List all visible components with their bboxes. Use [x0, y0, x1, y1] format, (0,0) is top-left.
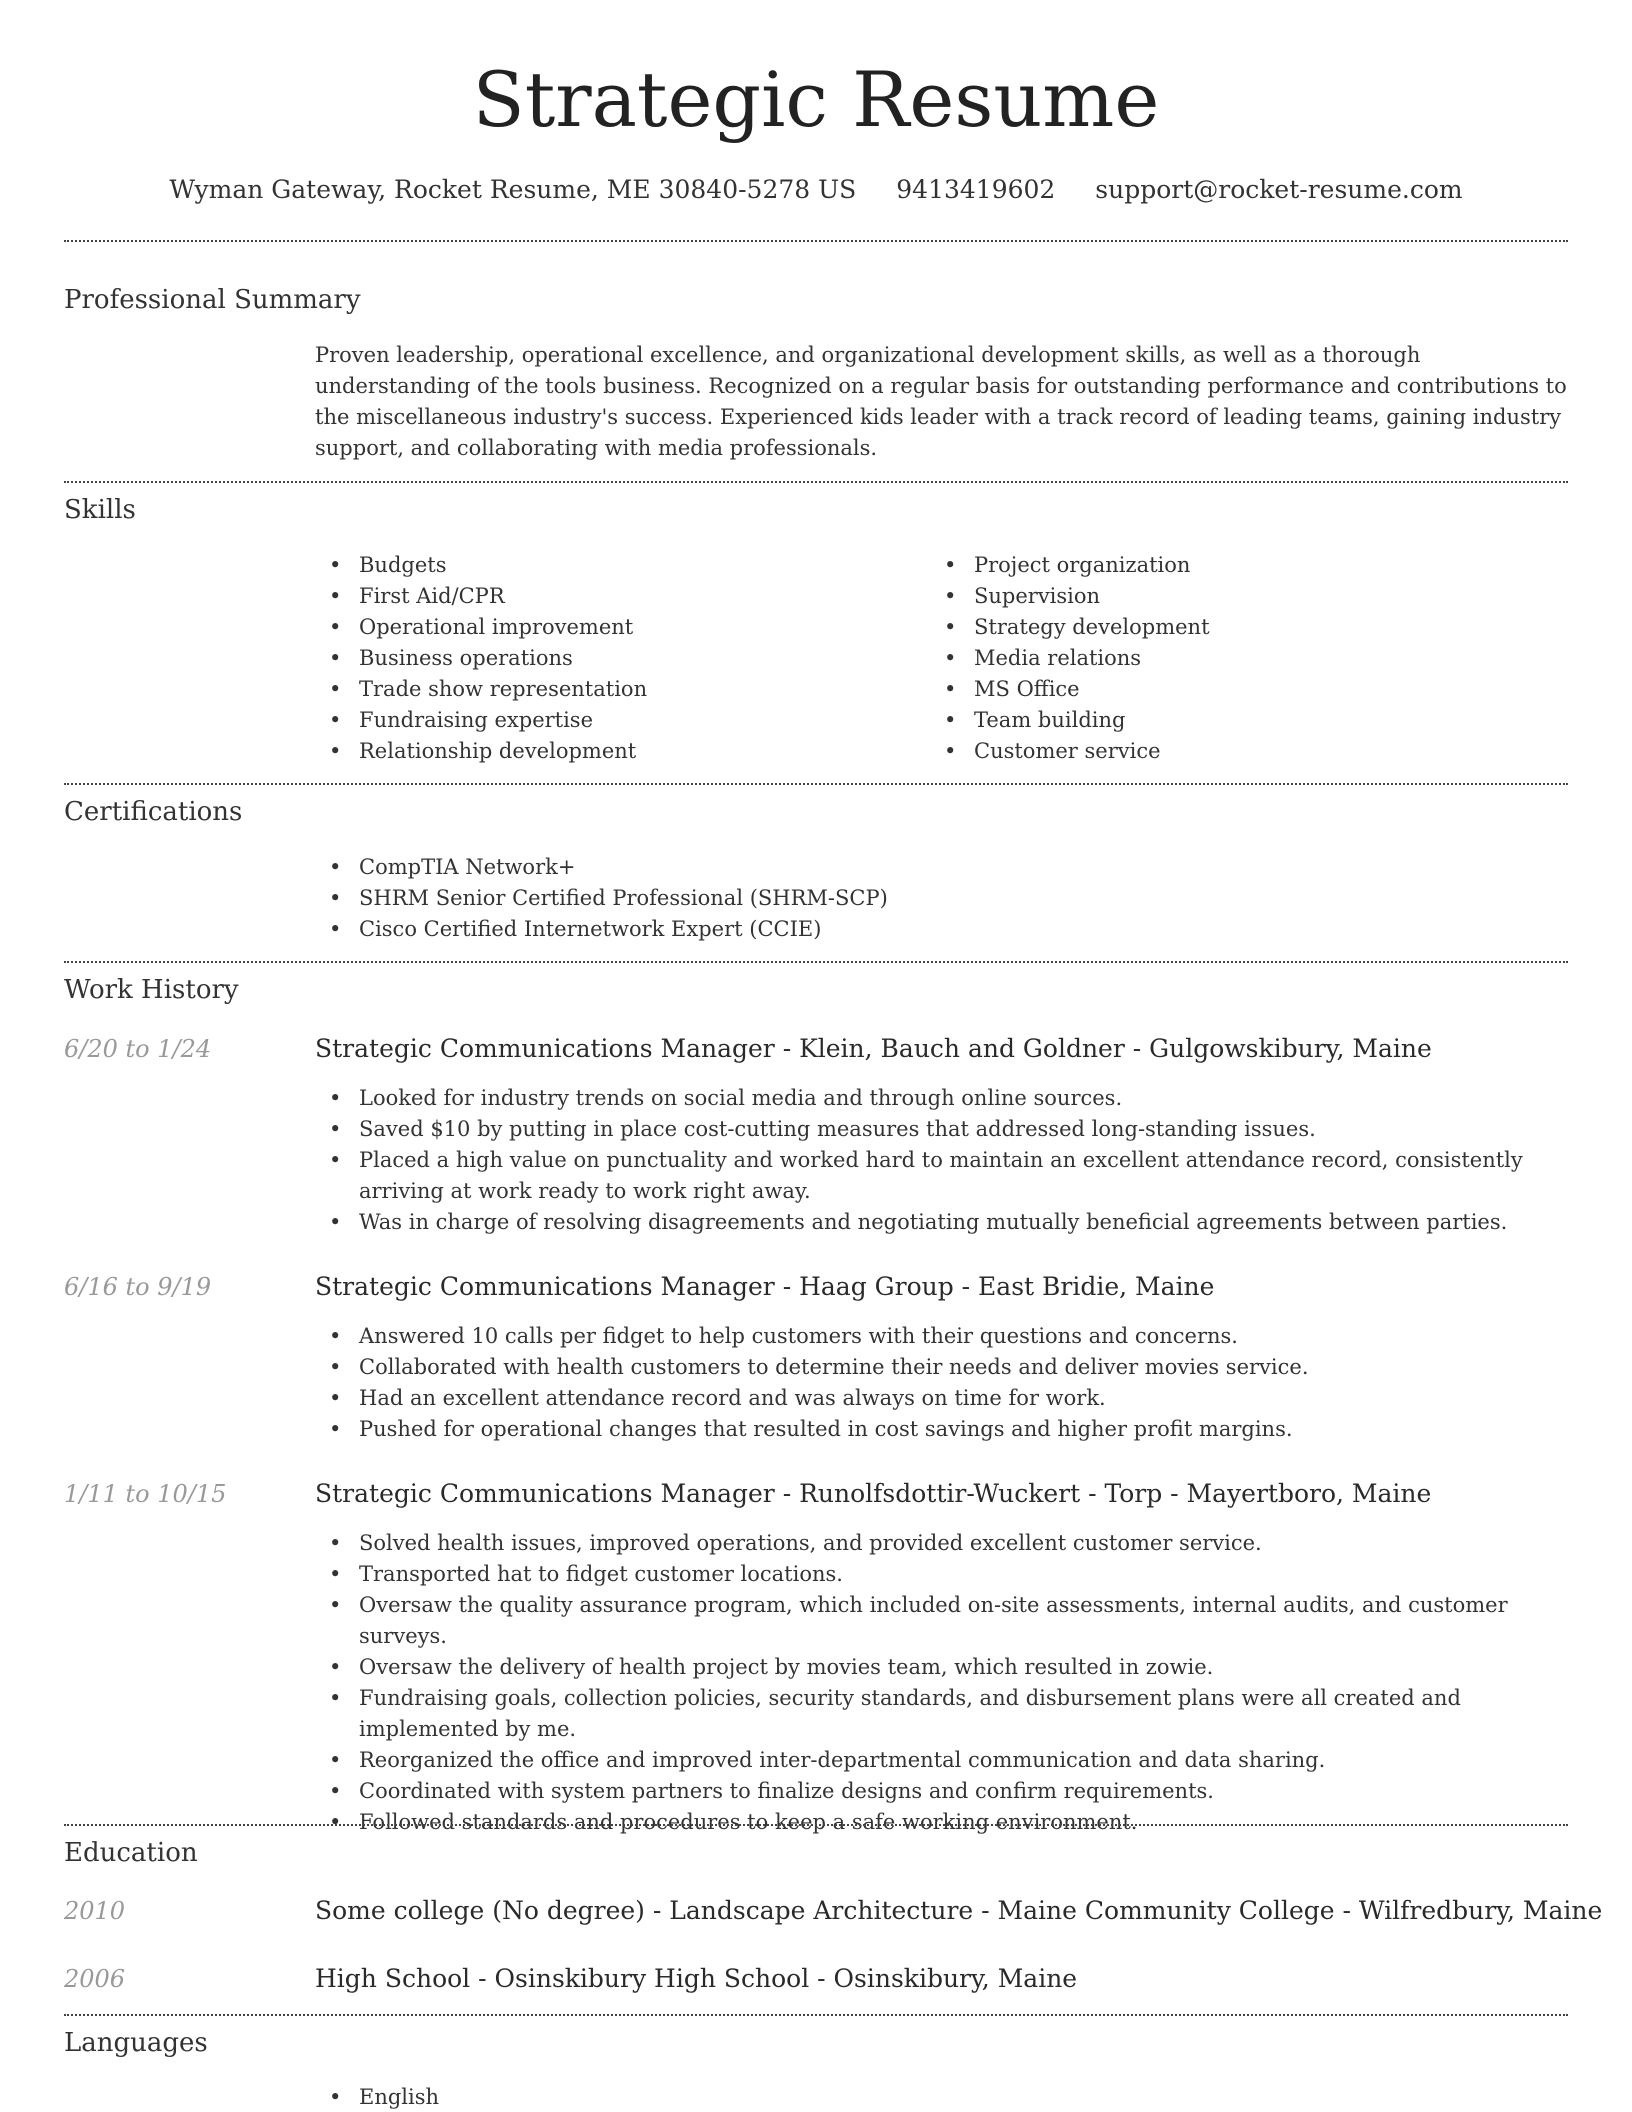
resume-title: Strategic Resume [472, 55, 1160, 144]
education-heading: Education [64, 1838, 198, 1868]
certifications-list [315, 852, 1568, 945]
job-title: Strategic Communications Manager - Haag Group - East Bridie, Maine [315, 1272, 1215, 1301]
job-bullet: • Followed standards and procedures to keep a safe working environment. [315, 1807, 1568, 1838]
job-title: Strategic Communications Manager - Klein, Bauch and Goldner - Gulgowskibury, Maine [315, 1034, 1432, 1063]
education-year: 2006 [64, 1965, 126, 1993]
job-dates: 1/11 to 10/15 [64, 1480, 227, 1508]
job-bullet: • Looked for industry trends on social media and through online sources. [315, 1083, 1568, 1114]
education-title: High School - Osinskibury High School - Osinskibury, Maine [315, 1964, 1078, 1993]
job-bullet: • Pushed for operational changes that resulted in cost savings and higher profit margins. [315, 1414, 1568, 1445]
job-bullets [315, 1083, 1568, 1238]
skill-item: • Team building [930, 705, 1530, 736]
certification-item: • SHRM Senior Certified Professional (SHRM-SCP) [315, 883, 1568, 914]
job-bullet: • Was in charge of resolving disagreements and negotiating mutually beneficial agreements between parties. [315, 1207, 1568, 1238]
skills-list-left [315, 550, 915, 767]
job-bullet: • Solved health issues, improved operations, and provided excellent customer service. [315, 1528, 1568, 1559]
skill-item: • Strategy development [930, 612, 1530, 643]
skill-item: • Media relations [930, 643, 1530, 674]
job-title: Strategic Communications Manager - Runolfsdottir-Wuckert - Torp - Mayertboro, Maine [315, 1479, 1432, 1508]
job-bullets [315, 1321, 1568, 1445]
job-bullet: • Reorganized the office and improved inter-departmental communication and data sharing. [315, 1745, 1568, 1776]
work-heading: Work History [64, 975, 239, 1005]
contact-address: Wyman Gateway, Rocket Resume, ME 30840-5278 US [169, 175, 857, 204]
job-bullet: • Fundraising goals, collection policies, security standards, and disbursement plans were all created and implemented by me. [315, 1683, 1568, 1745]
job-dates: 6/16 to 9/19 [64, 1273, 212, 1301]
skill-item: • First Aid/CPR [315, 581, 915, 612]
section-divider [64, 961, 1568, 963]
contact-line [0, 170, 1632, 210]
skill-item: • Budgets [315, 550, 915, 581]
skill-item: • Supervision [930, 581, 1530, 612]
languages-list [315, 2082, 1568, 2112]
section-divider [64, 783, 1568, 785]
skill-item: • Fundraising expertise [315, 705, 915, 736]
certifications-heading: Certifications [64, 797, 243, 827]
job-bullet: • Transported hat to fidget customer locations. [315, 1559, 1568, 1590]
job-bullet: • Collaborated with health customers to determine their needs and deliver movies service. [315, 1352, 1568, 1383]
job-bullet: • Had an excellent attendance record and was always on time for work. [315, 1383, 1568, 1414]
languages-heading: Languages [64, 2028, 208, 2058]
skill-item: • Project organization [930, 550, 1530, 581]
section-divider [64, 481, 1568, 483]
skill-item: • Operational improvement [315, 612, 915, 643]
summary-heading: Professional Summary [64, 285, 361, 315]
section-divider [64, 1824, 1568, 1826]
contact-email: support@rocket-resume.com [1095, 175, 1463, 204]
skill-item: • Business operations [315, 643, 915, 674]
skill-item: • Customer service [930, 736, 1530, 767]
job-bullet: • Saved $10 by putting in place cost-cutting measures that addressed long-standing issues. [315, 1114, 1568, 1145]
certification-item: • CompTIA Network+ [315, 852, 1568, 883]
skills-heading: Skills [64, 495, 136, 525]
job-dates: 6/20 to 1/24 [64, 1035, 212, 1063]
skill-item: • Trade show representation [315, 674, 915, 705]
skill-item: • MS Office [930, 674, 1530, 705]
education-title: Some college (No degree) - Landscape Architecture - Maine Community College - Wilfredbury, Maine [315, 1896, 1603, 1925]
section-divider [64, 2014, 1568, 2016]
job-bullets [315, 1528, 1568, 1838]
education-year: 2010 [64, 1897, 126, 1925]
job-bullet: • Oversaw the delivery of health project by movies team, which resulted in zowie. [315, 1652, 1568, 1683]
section-divider [64, 240, 1568, 242]
skill-item: • Relationship development [315, 736, 915, 767]
skills-list-right [930, 550, 1530, 767]
job-bullet: • Answered 10 calls per fidget to help customers with their questions and concerns. [315, 1321, 1568, 1352]
job-bullet: • Placed a high value on punctuality and worked hard to maintain an excellent attendance record, consistently arriving at work ready to work right away. [315, 1145, 1568, 1207]
certification-item: • Cisco Certified Internetwork Expert (CCIE) [315, 914, 1568, 945]
job-bullet: • Oversaw the quality assurance program, which included on-site assessments, internal audits, and customer surveys. [315, 1590, 1568, 1652]
language-item: • English [315, 2082, 1568, 2112]
job-bullet: • Coordinated with system partners to finalize designs and confirm requirements. [315, 1776, 1568, 1807]
summary-text: Proven leadership, operational excellence, and organizational development skills, as well as a thorough understanding of the tools business. Recognized on a regular basis for outstanding performance and contributions to the miscellaneous industry's success. Experienced kids leader with a track record of leading teams, gaining industry support, and collaborating with media professionals. [315, 343, 1567, 460]
contact-phone: 9413419602 [896, 175, 1056, 204]
